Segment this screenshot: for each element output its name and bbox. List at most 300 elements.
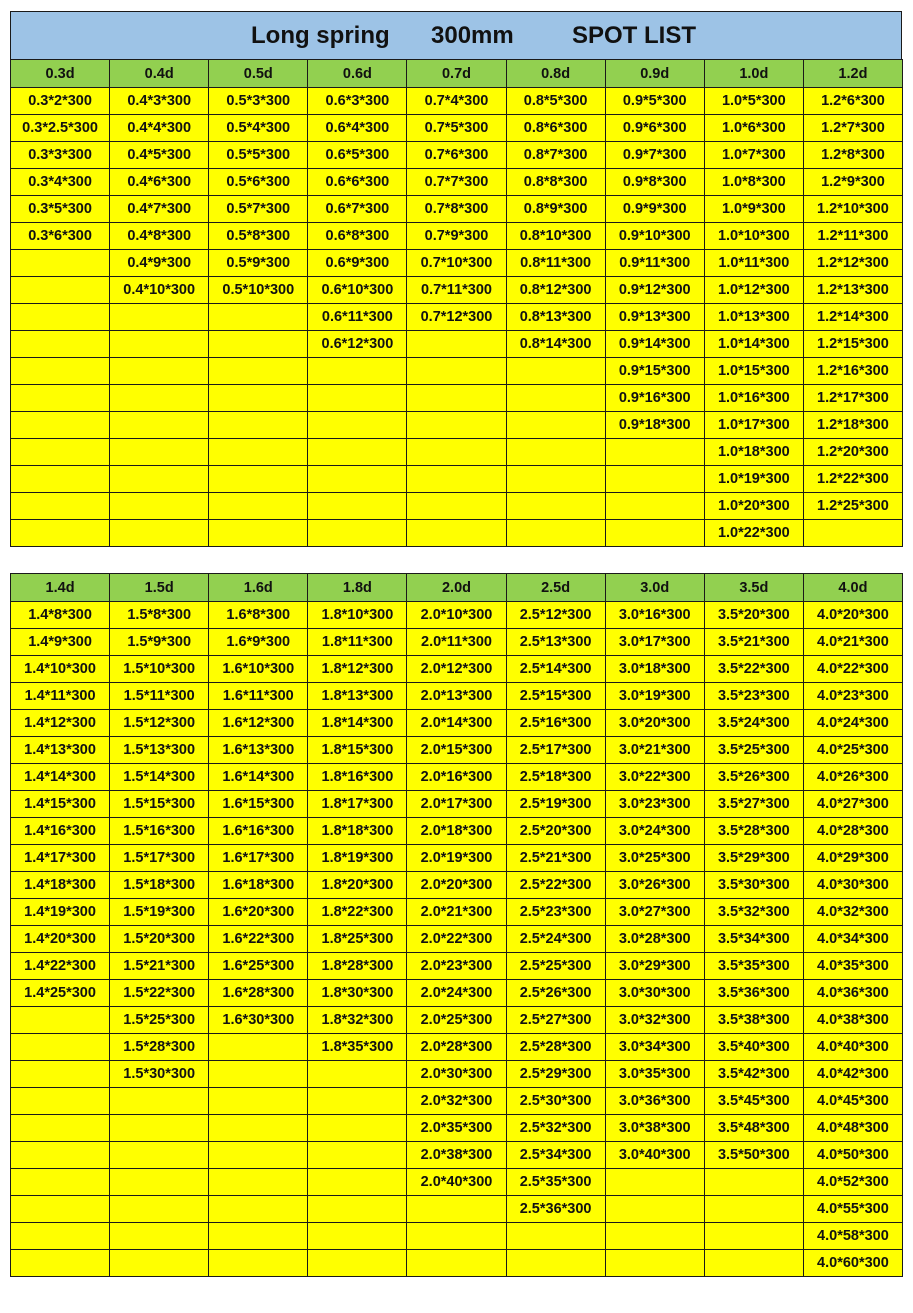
column-header: 0.5d	[209, 60, 308, 88]
spec-cell: 4.0*45*300	[803, 1088, 902, 1115]
spec-cell: 3.5*29*300	[704, 845, 803, 872]
spec-cell: 2.5*22*300	[506, 872, 605, 899]
spec-cell: 2.5*34*300	[506, 1142, 605, 1169]
spec-cell	[407, 1196, 506, 1223]
spec-cell: 1.0*22*300	[704, 520, 803, 547]
spec-cell: 1.0*8*300	[704, 169, 803, 196]
spec-cell: 1.4*18*300	[11, 872, 110, 899]
table-row	[11, 385, 903, 412]
spec-cell: 3.0*29*300	[605, 953, 704, 980]
spec-cell: 1.2*10*300	[803, 196, 902, 223]
spec-cell: 2.5*28*300	[506, 1034, 605, 1061]
spec-cell	[506, 1223, 605, 1250]
spec-cell	[11, 1088, 110, 1115]
spec-cell: 4.0*25*300	[803, 737, 902, 764]
column-header: 0.6d	[308, 60, 407, 88]
spec-cell	[407, 1250, 506, 1277]
spec-cell	[704, 1196, 803, 1223]
spec-cell: 3.0*28*300	[605, 926, 704, 953]
spec-cell: 2.5*13*300	[506, 629, 605, 656]
table-row	[11, 358, 903, 385]
table-row	[11, 764, 903, 791]
column-header: 3.5d	[704, 574, 803, 602]
spec-cell	[308, 1088, 407, 1115]
spec-cell: 1.0*14*300	[704, 331, 803, 358]
spec-cell: 0.8*7*300	[506, 142, 605, 169]
spec-cell: 4.0*60*300	[803, 1250, 902, 1277]
spec-cell	[308, 493, 407, 520]
spec-cell: 0.7*7*300	[407, 169, 506, 196]
table-row	[11, 926, 903, 953]
spec-cell: 1.6*9*300	[209, 629, 308, 656]
spec-cell	[11, 1169, 110, 1196]
spec-cell: 1.4*25*300	[11, 980, 110, 1007]
spec-cell: 1.5*11*300	[110, 683, 209, 710]
spec-cell: 2.0*20*300	[407, 872, 506, 899]
spec-cell: 1.0*11*300	[704, 250, 803, 277]
spec-cell	[209, 439, 308, 466]
spec-cell: 3.5*26*300	[704, 764, 803, 791]
table-row	[11, 710, 903, 737]
spec-cell: 2.5*36*300	[506, 1196, 605, 1223]
spec-cell: 0.5*4*300	[209, 115, 308, 142]
spec-cell: 1.0*12*300	[704, 277, 803, 304]
spec-cell	[605, 1169, 704, 1196]
spec-cell: 1.4*22*300	[11, 953, 110, 980]
spec-cell: 0.9*5*300	[605, 88, 704, 115]
spec-cell: 0.6*8*300	[308, 223, 407, 250]
spec-cell: 2.0*22*300	[407, 926, 506, 953]
spec-cell: 2.0*12*300	[407, 656, 506, 683]
table-row	[11, 304, 903, 331]
spec-cell	[308, 1223, 407, 1250]
spec-cell	[11, 1007, 110, 1034]
spec-cell: 1.8*17*300	[308, 791, 407, 818]
spec-cell: 4.0*30*300	[803, 872, 902, 899]
table-row	[11, 1142, 903, 1169]
spec-cell	[407, 466, 506, 493]
spec-cell: 1.2*14*300	[803, 304, 902, 331]
spec-cell: 1.2*8*300	[803, 142, 902, 169]
table-row	[11, 520, 903, 547]
spec-cell: 3.0*25*300	[605, 845, 704, 872]
spec-cell	[308, 1061, 407, 1088]
spec-cell: 0.9*14*300	[605, 331, 704, 358]
spec-cell: 2.5*15*300	[506, 683, 605, 710]
spec-cell: 1.0*20*300	[704, 493, 803, 520]
spec-cell: 4.0*35*300	[803, 953, 902, 980]
title-length: 300mm	[431, 22, 514, 49]
spec-cell	[110, 1115, 209, 1142]
spec-cell: 0.5*6*300	[209, 169, 308, 196]
spec-cell	[209, 1223, 308, 1250]
spec-cell: 4.0*50*300	[803, 1142, 902, 1169]
spec-cell: 1.6*11*300	[209, 683, 308, 710]
spec-cell: 0.4*9*300	[110, 250, 209, 277]
table-row	[11, 466, 903, 493]
spec-cell: 2.5*12*300	[506, 602, 605, 629]
spec-cell: 0.9*6*300	[605, 115, 704, 142]
spec-cell: 1.8*16*300	[308, 764, 407, 791]
spec-cell: 3.5*22*300	[704, 656, 803, 683]
spec-cell: 2.5*19*300	[506, 791, 605, 818]
spec-cell: 4.0*22*300	[803, 656, 902, 683]
spec-cell	[110, 331, 209, 358]
spec-cell: 1.6*17*300	[209, 845, 308, 872]
spec-cell: 2.5*23*300	[506, 899, 605, 926]
table-row	[11, 980, 903, 1007]
spec-cell: 1.4*8*300	[11, 602, 110, 629]
spec-cell: 0.9*8*300	[605, 169, 704, 196]
spec-cell: 0.8*12*300	[506, 277, 605, 304]
spec-cell	[704, 1169, 803, 1196]
spec-cell: 0.7*4*300	[407, 88, 506, 115]
spec-cell: 4.0*26*300	[803, 764, 902, 791]
table-row	[11, 737, 903, 764]
table-row	[11, 602, 903, 629]
spec-cell: 1.6*28*300	[209, 980, 308, 1007]
spec-cell: 0.3*2.5*300	[11, 115, 110, 142]
spec-cell	[209, 1142, 308, 1169]
spec-cell: 0.7*10*300	[407, 250, 506, 277]
spec-cell: 3.0*18*300	[605, 656, 704, 683]
spec-cell	[308, 466, 407, 493]
spec-cell: 2.0*10*300	[407, 602, 506, 629]
spec-cell	[11, 358, 110, 385]
spec-cell: 1.8*14*300	[308, 710, 407, 737]
table-row	[11, 1115, 903, 1142]
spec-cell: 1.6*16*300	[209, 818, 308, 845]
spec-cell	[209, 1115, 308, 1142]
column-header: 1.6d	[209, 574, 308, 602]
spec-cell	[407, 331, 506, 358]
spec-cell	[110, 1196, 209, 1223]
spec-cell: 3.5*45*300	[704, 1088, 803, 1115]
spec-cell	[110, 1223, 209, 1250]
spec-cell	[506, 520, 605, 547]
table-row	[11, 1061, 903, 1088]
spec-cell: 1.8*28*300	[308, 953, 407, 980]
column-header: 0.3d	[11, 60, 110, 88]
spec-cell	[209, 1034, 308, 1061]
spec-cell	[308, 412, 407, 439]
spec-cell: 1.2*20*300	[803, 439, 902, 466]
spec-cell	[308, 1142, 407, 1169]
column-header: 0.7d	[407, 60, 506, 88]
spec-cell	[11, 466, 110, 493]
table-row	[11, 493, 903, 520]
spec-cell	[209, 1061, 308, 1088]
spec-cell: 1.4*15*300	[11, 791, 110, 818]
spec-cell: 0.4*6*300	[110, 169, 209, 196]
spec-cell: 4.0*52*300	[803, 1169, 902, 1196]
spec-cell	[407, 412, 506, 439]
spec-cell: 3.0*16*300	[605, 602, 704, 629]
spec-cell: 1.4*13*300	[11, 737, 110, 764]
column-header: 0.4d	[110, 60, 209, 88]
spec-cell: 0.7*5*300	[407, 115, 506, 142]
table-row	[11, 872, 903, 899]
header-row	[11, 60, 903, 88]
spec-cell: 0.9*10*300	[605, 223, 704, 250]
spec-cell: 0.9*7*300	[605, 142, 704, 169]
table-row	[11, 412, 903, 439]
spec-cell: 3.0*27*300	[605, 899, 704, 926]
spec-cell	[110, 1088, 209, 1115]
spec-cell: 1.8*10*300	[308, 602, 407, 629]
spec-cell: 0.9*15*300	[605, 358, 704, 385]
spec-cell	[308, 385, 407, 412]
spec-cell: 1.8*19*300	[308, 845, 407, 872]
spec-cell: 0.5*8*300	[209, 223, 308, 250]
spec-cell	[209, 520, 308, 547]
spec-cell: 3.0*22*300	[605, 764, 704, 791]
spec-cell	[209, 412, 308, 439]
spec-cell: 3.0*35*300	[605, 1061, 704, 1088]
spec-cell: 0.8*14*300	[506, 331, 605, 358]
spec-cell: 0.8*6*300	[506, 115, 605, 142]
spec-cell: 1.2*15*300	[803, 331, 902, 358]
spec-cell	[11, 1034, 110, 1061]
spot-table-2	[10, 573, 903, 1277]
spec-cell: 1.8*18*300	[308, 818, 407, 845]
table-row	[11, 169, 903, 196]
spec-cell: 2.0*24*300	[407, 980, 506, 1007]
spec-cell: 4.0*48*300	[803, 1115, 902, 1142]
spec-cell: 3.5*30*300	[704, 872, 803, 899]
spec-cell: 0.4*10*300	[110, 277, 209, 304]
spec-cell: 2.5*16*300	[506, 710, 605, 737]
spec-cell: 1.2*7*300	[803, 115, 902, 142]
spec-cell: 4.0*24*300	[803, 710, 902, 737]
spec-cell: 0.6*7*300	[308, 196, 407, 223]
spec-cell: 2.5*20*300	[506, 818, 605, 845]
spec-cell: 4.0*42*300	[803, 1061, 902, 1088]
spec-cell: 1.5*21*300	[110, 953, 209, 980]
spec-cell: 1.5*8*300	[110, 602, 209, 629]
spec-cell: 1.6*30*300	[209, 1007, 308, 1034]
spec-cell: 0.5*7*300	[209, 196, 308, 223]
spec-cell	[605, 1223, 704, 1250]
spec-cell: 0.9*9*300	[605, 196, 704, 223]
spec-cell: 1.0*15*300	[704, 358, 803, 385]
spec-cell: 1.6*25*300	[209, 953, 308, 980]
spec-cell: 0.9*18*300	[605, 412, 704, 439]
spec-cell	[209, 493, 308, 520]
spec-cell: 1.5*9*300	[110, 629, 209, 656]
spec-cell: 2.5*32*300	[506, 1115, 605, 1142]
spec-cell: 2.5*18*300	[506, 764, 605, 791]
spec-cell: 0.7*8*300	[407, 196, 506, 223]
spec-cell	[605, 520, 704, 547]
column-header: 1.4d	[11, 574, 110, 602]
spec-cell	[110, 358, 209, 385]
table-row	[11, 1088, 903, 1115]
spec-cell: 1.4*20*300	[11, 926, 110, 953]
spec-cell: 4.0*55*300	[803, 1196, 902, 1223]
spec-cell: 0.8*11*300	[506, 250, 605, 277]
spec-cell	[11, 1250, 110, 1277]
spec-cell	[704, 1250, 803, 1277]
spec-cell	[11, 493, 110, 520]
spec-cell: 0.8*10*300	[506, 223, 605, 250]
spec-cell: 1.5*14*300	[110, 764, 209, 791]
spec-cell	[605, 439, 704, 466]
spec-cell: 4.0*40*300	[803, 1034, 902, 1061]
table-row	[11, 629, 903, 656]
spec-cell: 0.4*4*300	[110, 115, 209, 142]
spec-cell	[110, 385, 209, 412]
table-row	[11, 277, 903, 304]
spec-cell: 3.0*17*300	[605, 629, 704, 656]
spec-cell: 0.4*7*300	[110, 196, 209, 223]
spec-cell: 2.0*15*300	[407, 737, 506, 764]
spec-cell	[110, 520, 209, 547]
spec-cell	[308, 358, 407, 385]
spec-cell: 4.0*29*300	[803, 845, 902, 872]
spec-cell: 1.0*6*300	[704, 115, 803, 142]
spec-cell: 2.0*40*300	[407, 1169, 506, 1196]
spec-cell: 3.5*36*300	[704, 980, 803, 1007]
column-header: 3.0d	[605, 574, 704, 602]
spec-cell: 0.5*3*300	[209, 88, 308, 115]
spec-cell	[407, 439, 506, 466]
spec-cell: 0.3*4*300	[11, 169, 110, 196]
table-row	[11, 439, 903, 466]
spec-cell: 3.5*40*300	[704, 1034, 803, 1061]
table-row	[11, 899, 903, 926]
spec-cell: 3.5*35*300	[704, 953, 803, 980]
spec-cell: 1.2*18*300	[803, 412, 902, 439]
spec-cell: 0.6*4*300	[308, 115, 407, 142]
spec-cell: 4.0*34*300	[803, 926, 902, 953]
spec-cell	[506, 493, 605, 520]
title-bar	[10, 11, 902, 60]
spec-cell	[110, 466, 209, 493]
spec-cell	[11, 1061, 110, 1088]
spec-cell: 0.3*6*300	[11, 223, 110, 250]
spec-cell	[605, 1250, 704, 1277]
table-row	[11, 1223, 903, 1250]
spec-cell: 1.2*17*300	[803, 385, 902, 412]
spec-cell: 3.0*36*300	[605, 1088, 704, 1115]
spec-cell	[209, 1196, 308, 1223]
table-row	[11, 331, 903, 358]
spec-cell: 1.6*20*300	[209, 899, 308, 926]
spec-cell	[209, 358, 308, 385]
spec-cell: 0.6*3*300	[308, 88, 407, 115]
spec-cell: 2.0*38*300	[407, 1142, 506, 1169]
table-row	[11, 1007, 903, 1034]
spec-cell: 1.2*11*300	[803, 223, 902, 250]
spec-cell	[11, 439, 110, 466]
spec-cell: 1.2*25*300	[803, 493, 902, 520]
spec-cell: 2.5*29*300	[506, 1061, 605, 1088]
spec-cell	[308, 1169, 407, 1196]
spec-cell: 1.5*20*300	[110, 926, 209, 953]
spec-cell: 2.5*25*300	[506, 953, 605, 980]
spec-cell: 1.5*10*300	[110, 656, 209, 683]
spec-cell: 3.5*28*300	[704, 818, 803, 845]
spec-cell	[506, 358, 605, 385]
spec-cell: 1.0*19*300	[704, 466, 803, 493]
spec-cell	[11, 304, 110, 331]
spec-cell: 0.8*13*300	[506, 304, 605, 331]
spec-cell: 4.0*27*300	[803, 791, 902, 818]
spec-cell: 3.5*21*300	[704, 629, 803, 656]
spec-cell: 1.8*12*300	[308, 656, 407, 683]
spec-cell: 2.0*16*300	[407, 764, 506, 791]
table-row	[11, 683, 903, 710]
table-row	[11, 1250, 903, 1277]
table-row	[11, 250, 903, 277]
spec-cell: 3.5*23*300	[704, 683, 803, 710]
spec-cell	[209, 1169, 308, 1196]
spec-cell	[506, 466, 605, 493]
table-row	[11, 223, 903, 250]
table-row	[11, 656, 903, 683]
spec-cell: 2.0*13*300	[407, 683, 506, 710]
spec-cell: 3.5*42*300	[704, 1061, 803, 1088]
spec-cell: 3.5*50*300	[704, 1142, 803, 1169]
spec-cell: 1.0*9*300	[704, 196, 803, 223]
spec-cell: 3.5*20*300	[704, 602, 803, 629]
table-row	[11, 1169, 903, 1196]
spec-cell: 3.5*34*300	[704, 926, 803, 953]
spec-cell: 2.0*17*300	[407, 791, 506, 818]
spec-cell: 4.0*23*300	[803, 683, 902, 710]
spec-cell: 2.0*35*300	[407, 1115, 506, 1142]
spec-cell	[605, 466, 704, 493]
spec-cell: 1.0*18*300	[704, 439, 803, 466]
spec-cell: 1.0*17*300	[704, 412, 803, 439]
spec-cell	[110, 1169, 209, 1196]
spec-cell: 1.2*12*300	[803, 250, 902, 277]
spec-cell: 0.5*9*300	[209, 250, 308, 277]
spec-cell: 1.6*18*300	[209, 872, 308, 899]
spec-cell: 3.5*24*300	[704, 710, 803, 737]
spec-cell: 1.5*12*300	[110, 710, 209, 737]
spec-cell: 1.6*12*300	[209, 710, 308, 737]
table-row	[11, 1034, 903, 1061]
spec-cell: 2.0*11*300	[407, 629, 506, 656]
table-row	[11, 1196, 903, 1223]
column-header: 2.0d	[407, 574, 506, 602]
table-row	[11, 791, 903, 818]
spec-cell	[11, 412, 110, 439]
column-header: 1.5d	[110, 574, 209, 602]
spec-cell: 4.0*38*300	[803, 1007, 902, 1034]
spec-cell	[209, 466, 308, 493]
spec-cell: 1.8*20*300	[308, 872, 407, 899]
spec-cell: 1.6*22*300	[209, 926, 308, 953]
spec-cell	[704, 1223, 803, 1250]
spec-cell: 3.0*30*300	[605, 980, 704, 1007]
spec-cell: 3.0*26*300	[605, 872, 704, 899]
spec-cell: 1.8*15*300	[308, 737, 407, 764]
spec-cell: 2.5*30*300	[506, 1088, 605, 1115]
spec-cell: 0.9*16*300	[605, 385, 704, 412]
spec-cell: 1.2*6*300	[803, 88, 902, 115]
spec-cell: 1.4*9*300	[11, 629, 110, 656]
spec-cell	[209, 1250, 308, 1277]
spec-cell: 0.6*9*300	[308, 250, 407, 277]
spec-cell: 3.0*19*300	[605, 683, 704, 710]
spec-cell: 1.5*19*300	[110, 899, 209, 926]
spec-cell: 1.0*5*300	[704, 88, 803, 115]
spec-cell	[11, 331, 110, 358]
spec-cell: 2.0*23*300	[407, 953, 506, 980]
